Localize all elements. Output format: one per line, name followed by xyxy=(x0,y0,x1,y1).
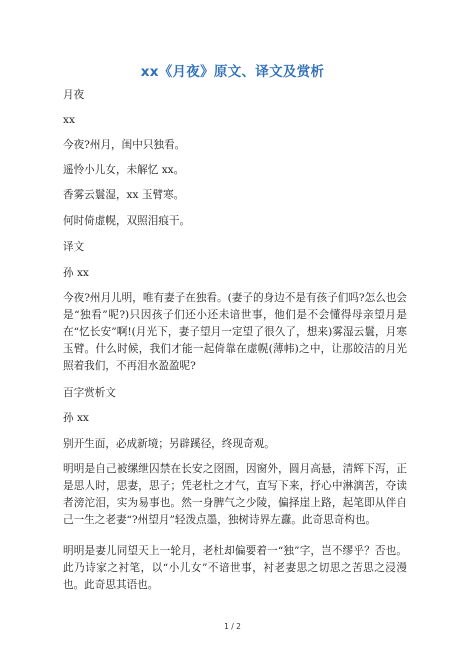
appreciation-paragraph-2: 明明是自己被缧绁囚禁在长安之囹圄，因窗外，圆月高悬，清辉下泻，正是思人时，思妻，思子；凭老杜之才气，直写下来，抒心中淋漓苦，夺读者滂沱泪，实为易事也。然一身脾气之少陵，偏择崖上路，起笔即从伴自己一生之老妻“?州望月”轻泼点墨，独树诗界左纛。此奇思奇构也。 xyxy=(63,463,407,526)
appreciation-paragraph-3: 明明是妻儿同望天上一轮月，老杜却偏要着一“独”字，岂不缪乎？否也。此乃诗家之衬笔，以“小儿女”不谙世事，衬老妻思之切思之苦思之浸漫也。此奇思其语也。 xyxy=(63,545,407,591)
appreciation-author: 孙 xx xyxy=(63,412,89,424)
translation-heading: 译文 xyxy=(63,241,85,253)
poem-line-2: 遥怜小儿女，未解忆 xx。 xyxy=(63,164,185,176)
poem-author: xx xyxy=(63,114,75,126)
poem-line-3: 香雾云鬟湿，xx 玉臂寒。 xyxy=(63,189,185,201)
poem-line-1: 今夜?州月，闺中只独看。 xyxy=(63,139,186,151)
poem-line-4: 何时倚虚幌，双照泪痕干。 xyxy=(63,215,191,227)
translation-text: 今夜?州月儿明，唯有妻子在独看。(妻子的身边不是有孩子们吗?怎么也会是“独看”呢?)只因孩子们还小还未谙世事，他们是不会懂得母亲望月是在“忆长安”啊!(月光下，妻子望月一定望了很久了，想来)雾湿云鬟，月寒玉臂。什么时候，我们才能一起倚靠在虚幌(薄帏)之中，让那皎洁的月光照着我们，不再泪水盈盈呢? xyxy=(63,292,407,372)
page-number: 1 / 2 xyxy=(224,622,241,631)
appreciation-heading: 百字赏析文 xyxy=(63,387,116,399)
translation-author: 孙 xx xyxy=(63,267,89,279)
document-title: xx《月夜》原文、译文及赏析 xyxy=(140,64,325,80)
poem-title: 月夜 xyxy=(63,89,85,101)
appreciation-paragraph-1: 别开生面，必成新境；另辟蹊径，终现奇观。 xyxy=(63,438,275,450)
